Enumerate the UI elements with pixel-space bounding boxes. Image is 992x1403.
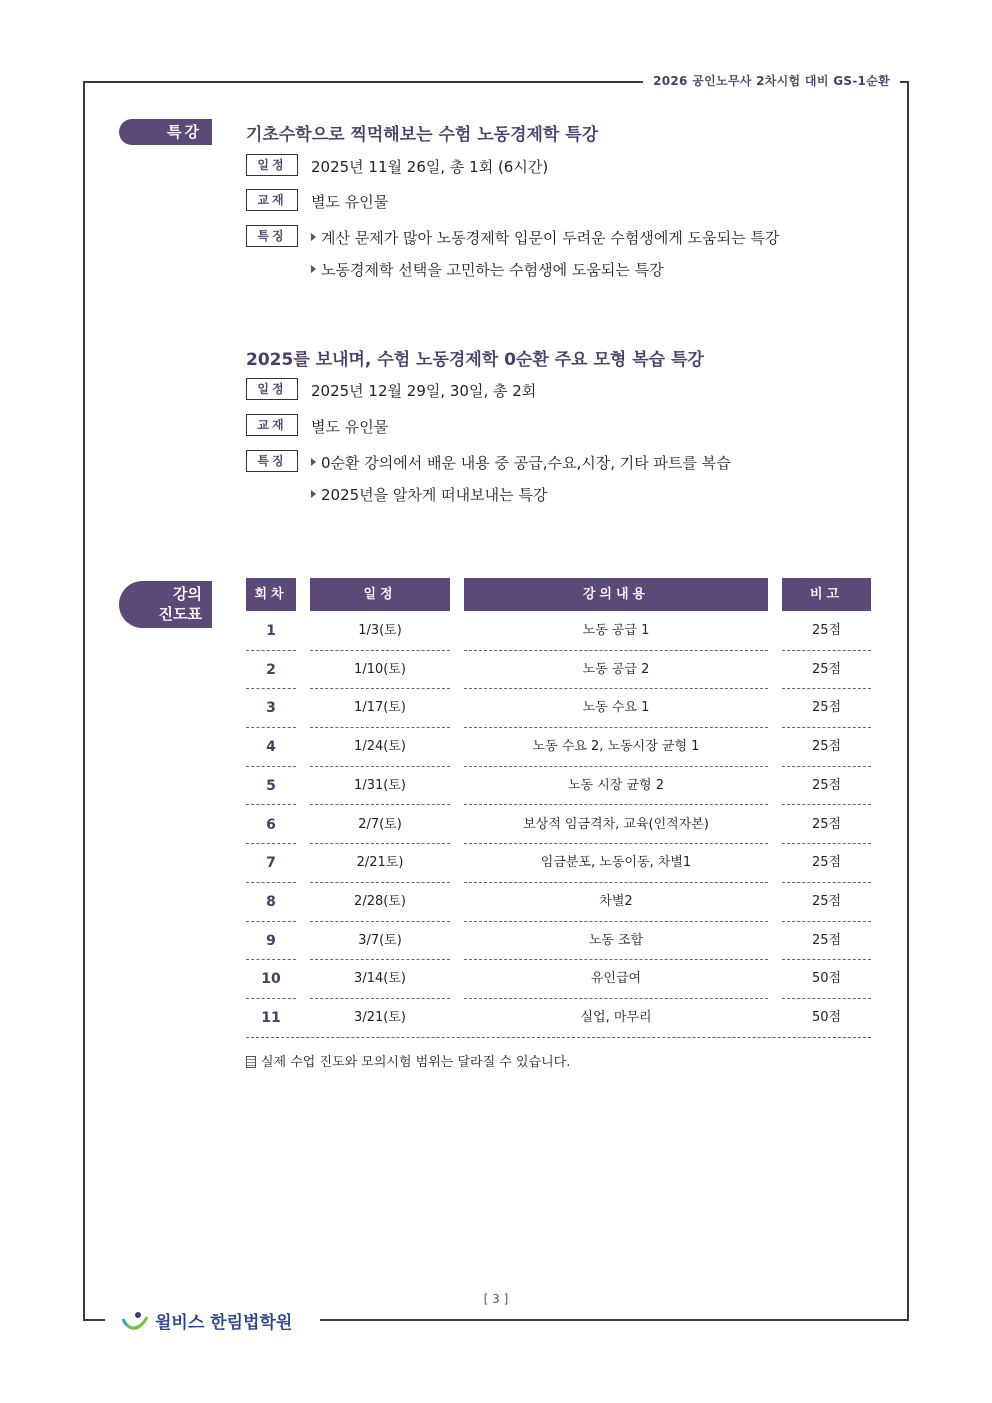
row-date: 2/21토): [356, 855, 404, 871]
lecture2-material-label: 교재: [246, 414, 298, 436]
row-note: 25점: [811, 700, 842, 716]
row-no: 3: [266, 700, 276, 717]
lecture2-feature-label: 특징: [246, 450, 298, 472]
lecture1-feature-2: 노동경제학 선택을 고민하는 수험생에 도움되는 특강: [311, 259, 664, 280]
table-row: [246, 728, 871, 767]
header-title: 2026 공인노무사 2차시험 대비 GS-1순환: [643, 72, 900, 89]
lecture2-title: 2025를 보내며, 수험 노동경제학 0순환 주요 모형 복습 특강: [246, 350, 704, 370]
schedule-tab-line1: 강의: [173, 585, 202, 603]
logo-text: 윌비스 한림법학원: [155, 1313, 293, 1333]
table-row: [246, 806, 871, 845]
row-content: 노동 수요 2, 노동시장 균형 1: [532, 739, 700, 755]
bullet-triangle-icon: [311, 233, 316, 241]
row-no: 9: [266, 932, 276, 949]
row-note: 50점: [811, 1010, 842, 1025]
row-note: 25점: [811, 739, 842, 755]
row-date: 1/3(토): [358, 623, 402, 638]
row-no: 5: [266, 777, 276, 794]
frame-left-border: [83, 81, 85, 1319]
table-row: [246, 883, 871, 922]
row-date: 1/17(토): [354, 700, 406, 716]
lecture2-feature-1: 0순환 강의에서 배운 내용 중 공급,수요,시장, 기타 파트를 복습: [311, 452, 731, 473]
row-no: 2: [266, 661, 276, 678]
table-header-note: 비고: [782, 578, 871, 611]
table-row: [246, 844, 871, 883]
row-content: 노동 공급 1: [582, 623, 650, 638]
table-row: [246, 767, 871, 806]
row-content: 차별2: [599, 893, 633, 909]
lecture1-feature-label: 특징: [246, 225, 298, 247]
row-note: 50점: [811, 971, 842, 987]
row-date: 3/14(토): [354, 971, 406, 987]
lecture1-schedule-label: 일정: [246, 154, 298, 176]
row-no: 1: [266, 623, 276, 639]
row-content: 임금분포, 노동이동, 차별1: [540, 855, 692, 871]
row-no: 7: [266, 855, 276, 872]
schedule-note: 실제 수업 진도와 모의시험 범위는 달라질 수 있습니다.: [246, 1051, 570, 1070]
row-note: 25점: [811, 932, 842, 948]
row-no: 8: [266, 893, 276, 910]
row-note: 25점: [811, 816, 842, 832]
row-note: 25점: [811, 623, 842, 638]
schedule-tab-line2: 진도표: [158, 605, 202, 623]
row-content: 노동 수요 1: [582, 700, 650, 716]
row-no: 4: [266, 739, 276, 756]
row-no: 11: [261, 1010, 281, 1026]
row-content: 노동 시장 균형 2: [567, 777, 665, 793]
frame-bottom-border: [320, 1319, 909, 1321]
table-row: [246, 651, 871, 690]
row-date: 3/7(토): [358, 932, 402, 948]
row-content: 노동 공급 2: [582, 661, 650, 677]
row-date: 1/24(토): [354, 739, 406, 755]
lecture2-feature-2: 2025년을 알차게 떠내보내는 특강: [311, 484, 547, 505]
row-date: 2/28(토): [354, 893, 406, 909]
lecture1-feature-1: 계산 문제가 많아 노동경제학 입문이 두려운 수험생에게 도움되는 특강: [311, 227, 779, 248]
row-note: 25점: [811, 661, 842, 677]
row-note: 25점: [811, 893, 842, 909]
logo-swoosh-icon: [121, 1309, 151, 1333]
table-row: [246, 960, 871, 999]
page-number: [ 3 ]: [483, 1292, 509, 1306]
row-content: 실업, 마무리: [580, 1010, 652, 1025]
row-no: 6: [266, 816, 276, 833]
table-row: [246, 689, 871, 728]
table-row: [246, 612, 871, 651]
row-content: 보상적 임금격차, 교육(인적자본): [523, 816, 709, 832]
special-tab: 특강: [119, 119, 212, 145]
frame-bottom-left-border: [83, 1319, 105, 1321]
table-row: [246, 999, 871, 1038]
table-header-date: 일정: [310, 578, 450, 611]
lecture1-material: 별도 유인물: [311, 193, 389, 211]
row-date: 1/10(토): [354, 661, 406, 677]
table-row: [246, 922, 871, 961]
schedule-tab: [119, 581, 212, 628]
lecture2-material: 별도 유인물: [311, 418, 389, 436]
row-date: 1/31(토): [354, 777, 406, 793]
lecture1-title: 기초수학으로 찍먹해보는 수험 노동경제학 특강: [246, 125, 599, 145]
lecture1-schedule: 2025년 11월 26일, 총 1회 (6시간): [311, 158, 549, 176]
table-header-content: 강의내용: [464, 578, 768, 611]
row-no: 10: [261, 971, 281, 988]
table-header-no: 회차: [246, 578, 296, 611]
footer-logo: [115, 1308, 298, 1333]
row-date: 2/7(토): [358, 816, 402, 832]
bullet-triangle-icon: [311, 265, 316, 273]
lecture1-material-label: 교재: [246, 189, 298, 211]
row-note: 25점: [811, 777, 842, 793]
row-content: 유인급여: [590, 971, 642, 987]
frame-right-border: [907, 81, 909, 1319]
row-note: 25점: [811, 855, 842, 871]
lecture2-schedule: 2025년 12월 29일, 30일, 총 2회: [311, 382, 537, 400]
bullet-triangle-icon: [311, 490, 316, 498]
document-icon: [246, 1056, 256, 1068]
lecture2-schedule-label: 일정: [246, 378, 298, 400]
row-date: 3/21(토): [354, 1010, 406, 1025]
row-content: 노동 조합: [588, 932, 644, 948]
bullet-triangle-icon: [311, 458, 316, 466]
